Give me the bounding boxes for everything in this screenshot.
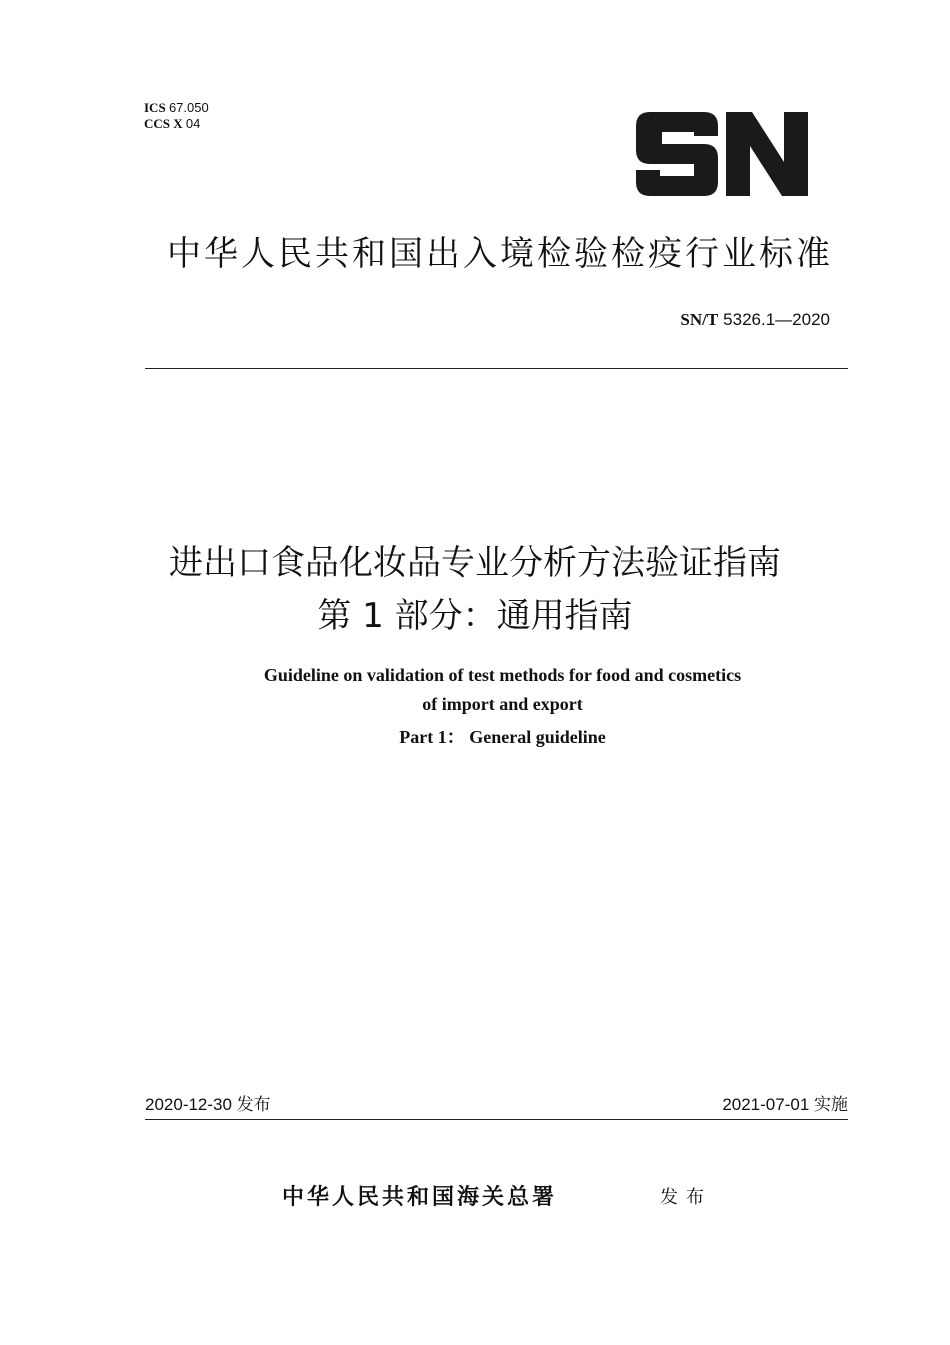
ccs-code: 04	[185, 116, 201, 131]
ics-code: 67.050	[168, 100, 209, 115]
ccs-label: CCS X	[144, 116, 183, 131]
standard-number-prefix: SN/T	[680, 310, 719, 329]
issuing-action: 发布	[660, 1187, 712, 1208]
issue-date: 2020-12-30 发布	[145, 1095, 271, 1114]
english-title-line-3: Part 1： General guideline	[399, 727, 606, 747]
standard-number-value: 5326.1—2020	[723, 310, 830, 329]
english-title-line-1: Guideline on validation of test methods for food and cosmetics	[263, 665, 742, 685]
bottom-divider	[145, 1119, 848, 1120]
ics-code-row	[144, 100, 209, 116]
standard-number	[680, 310, 830, 330]
sn-logo-graphic	[632, 104, 812, 204]
chinese-title-line-2: 第 1 部分：通用指南	[317, 596, 633, 636]
english-title-line-2: of import and export	[422, 694, 583, 714]
top-divider	[145, 368, 848, 369]
chinese-title-line-1: 进出口食品化妆品专业分析方法验证指南	[169, 543, 781, 583]
industry-standard-title: 中华人民共和国出入境检验检疫行业标准	[167, 234, 833, 274]
issuing-authority: 中华人民共和国海关总署	[282, 1184, 558, 1210]
implementation-date: 2021-07-01 实施	[722, 1095, 848, 1114]
classification-codes	[144, 100, 209, 132]
ccs-code-row	[144, 116, 209, 132]
ics-label: ICS	[144, 100, 166, 115]
sn-logo	[632, 104, 812, 204]
